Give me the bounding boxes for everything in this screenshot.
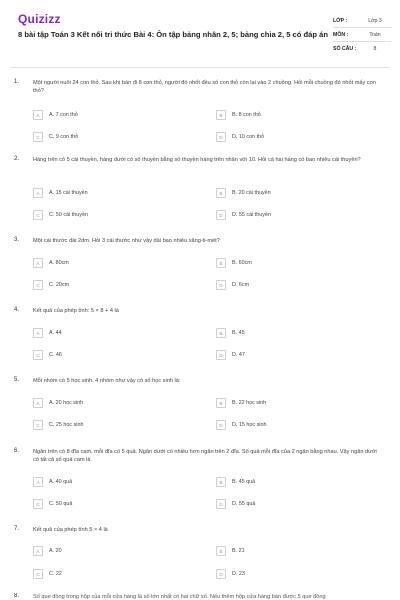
option-text: C. 46 [49,352,62,358]
option-b[interactable] [216,545,386,557]
question-number: 2. [14,156,20,162]
option-a[interactable] [33,397,203,409]
option-text: C. 50 quả [49,501,73,507]
option-text: D. 10 con thỏ [232,134,265,140]
question-number: 3. [14,237,20,243]
option-text: B. 20 cái thuyền [232,190,271,196]
option-text: A. 20 học sinh [49,400,84,406]
option-letter-box: C [33,210,43,220]
question-text: Số que đồng trong hộp của mỗi cửa hàng là số lớn nhất có hai chữ số. Nếu thêm hộp cửa hàng bán được 5 que đồng [33,594,326,600]
option-text: D. 55 cái thuyền [232,212,271,218]
option-d[interactable] [216,349,386,361]
option-letter-box: C [33,569,43,579]
option-b[interactable] [216,397,386,409]
option-letter-box: A [33,328,43,338]
option-letter-box: C [33,132,43,142]
option-letter-box: A [33,188,43,198]
header-divider [10,67,390,68]
option-b[interactable] [216,476,386,488]
option-text: C. 9 con thỏ [49,134,79,140]
option-b[interactable] [216,109,386,121]
option-text: B. 8 con thỏ [232,112,261,118]
meta-label-count: SỐ CÂU : [333,45,357,52]
option-b[interactable] [216,257,386,269]
option-c[interactable] [33,498,203,510]
option-b[interactable] [216,187,386,199]
option-d[interactable] [216,419,386,431]
meta-value-count: 8 [373,45,377,52]
option-b[interactable] [216,327,386,339]
option-d[interactable] [216,209,386,221]
question-number: 5. [14,377,20,383]
meta-label-subject: MÔN : [333,31,349,38]
meta-label-class: LỚP : [333,17,348,24]
meta-row-count [333,42,391,55]
question-text: Ngăn trên có 8 đĩa cam, mỗi đĩa có 5 quả. Ngăn dưới có nhiều hơn ngăn trên 2 đĩa. Số quả mỗi đĩa của 2 ngăn bằng nhau. Vậy ngăn dưới có tất cả số quả cam là [33,449,377,463]
option-text: B. 45 [232,330,245,336]
option-text: A. 7 con thỏ [49,112,78,118]
option-letter-box: B [216,398,226,408]
option-text: A. 80cm [49,260,69,266]
option-d[interactable] [216,131,386,143]
worksheet-title: 8 bài tập Toán 3 Kết nối tri thức Bài 4: Ôn tập bảng nhân 2, 5; bảng chia 2, 5 có đáp án [18,30,328,39]
option-letter-box: B [216,546,226,556]
option-letter-box: A [33,546,43,556]
option-letter-box: A [33,110,43,120]
option-letter-box: B [216,110,226,120]
option-letter-box: C [33,350,43,360]
option-text: D. 6cm [232,282,250,288]
option-text: D. 47 [232,352,245,358]
option-text: B. 45 quả [232,479,256,485]
quizizz-logo [18,12,61,26]
option-d[interactable] [216,498,386,510]
option-text: C. 50 cái thuyền [49,212,88,218]
option-c[interactable] [33,131,203,143]
question-text: Mỗi nhóm có 5 học sinh. 4 nhóm như vậy có số học sinh là: [33,378,181,384]
option-text: D. 55 quả [232,501,256,507]
option-text: A. 44 [49,330,62,336]
option-letter-box: D [216,280,226,290]
question-number: 8. [14,593,20,599]
question-text: Kết quả của phép tính 5 × 4 là [33,527,108,533]
option-text: C. 20cm [49,282,70,288]
option-text: D. 23 [232,571,245,577]
option-letter-box: D [216,132,226,142]
logo-text: Quizizz [18,12,61,26]
worksheet-meta [333,14,391,55]
option-letter-box: A [33,258,43,268]
meta-value-class: Lớp 3 [368,17,382,24]
option-letter-box: D [216,350,226,360]
option-text: B. 22 học sinh [232,400,267,406]
option-letter-box: D [216,499,226,509]
option-d[interactable] [216,279,386,291]
option-a[interactable] [33,476,203,488]
question-text: Một người nuôi 24 con thỏ. Sau khi bán đi 8 con thỏ, người đó nhốt đều số con thỏ còn lại vào 2 chuồng. Hỏi mỗi chuồng đó nhốt mấy con thỏ? [33,80,376,94]
option-text: B. 60cm [232,260,252,266]
option-a[interactable] [33,257,203,269]
option-text: C. 25 học sinh [49,422,84,428]
question-number: 1. [14,79,20,85]
option-letter-box: C [33,499,43,509]
question-text: Một cái thước dài 2dm. Hỏi 3 cái thước như vậy dài bao nhiêu xăng-ti-mét? [33,238,220,244]
option-letter-box: B [216,258,226,268]
option-letter-box: A [33,477,43,487]
option-text: A. 15 cái thuyền [49,190,88,196]
option-d[interactable] [216,568,386,580]
option-c[interactable] [33,279,203,291]
meta-value-subject: Toán [369,31,381,38]
option-a[interactable] [33,327,203,339]
option-c[interactable] [33,419,203,431]
option-text: A. 40 quả [49,479,73,485]
option-text: D. 15 học sinh [232,422,267,428]
option-text: A. 20 [49,548,62,554]
option-letter-box: D [216,420,226,430]
option-a[interactable] [33,187,203,199]
question-number: 7. [14,526,20,532]
option-letter-box: C [33,280,43,290]
option-c[interactable] [33,209,203,221]
question-text: Hàng trên có 5 cái thuyền, hàng dưới có số thuyền bằng số thuyền hàng trên nhân với 10. Hỏi cả hai hàng có bao nhiêu cái thuyền? [33,157,361,163]
option-a[interactable] [33,109,203,121]
option-letter-box: D [216,210,226,220]
meta-row-class [333,14,391,28]
option-letter-box: C [33,420,43,430]
option-letter-box: B [216,188,226,198]
option-text: C. 22 [49,571,62,577]
question-number: 6. [14,448,20,454]
option-letter-box: A [33,398,43,408]
meta-row-subject [333,28,391,42]
option-c[interactable] [33,568,203,580]
question-8-partial [0,593,400,600]
option-text: B. 21 [232,548,245,554]
question-number: 4. [14,307,20,313]
question-text: Kết quả của phép tính: 5 × 8 + 4 là [33,308,119,314]
option-letter-box: D [216,569,226,579]
option-c[interactable] [33,349,203,361]
option-a[interactable] [33,545,203,557]
option-letter-box: B [216,328,226,338]
option-letter-box: B [216,477,226,487]
